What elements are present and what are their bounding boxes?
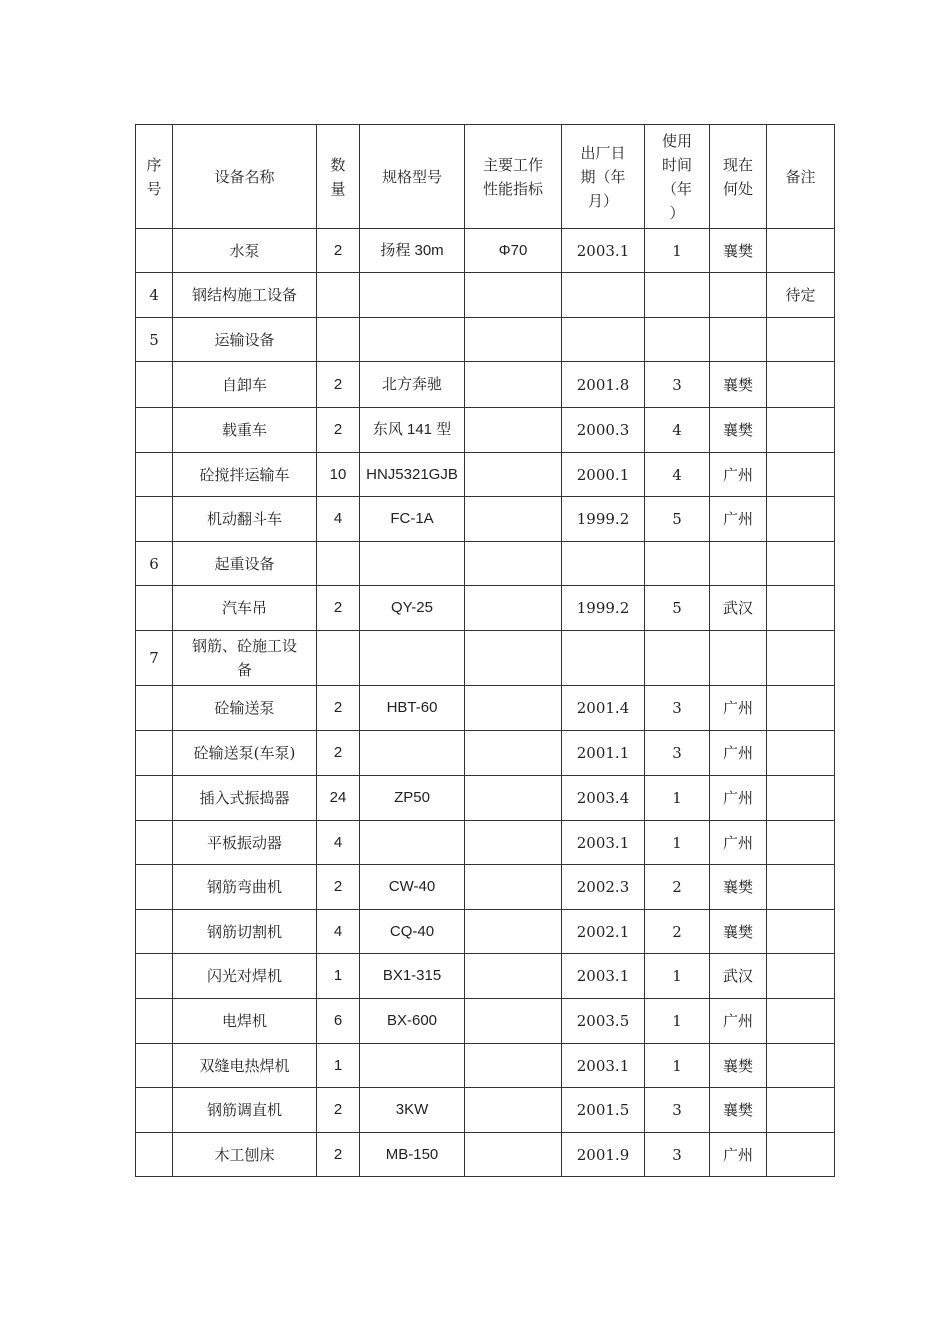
cell-model: 扬程 30m	[360, 229, 465, 273]
cell-date: 2001.9	[562, 1133, 645, 1177]
cell-seq	[136, 497, 173, 542]
cell-name: 钢筋切割机	[173, 910, 317, 954]
cell-date	[562, 318, 645, 362]
table-row	[136, 1044, 835, 1088]
cell-location	[710, 542, 767, 586]
cell-note	[767, 999, 835, 1044]
cell-perf	[465, 586, 562, 631]
cell-name: 闪光对焊机	[173, 954, 317, 999]
cell-name: 自卸车	[173, 362, 317, 408]
cell-name: 汽车吊	[173, 586, 317, 631]
cell-name: 机动翻斗车	[173, 497, 317, 542]
cell-name: 木工刨床	[173, 1133, 317, 1177]
cell-qty: 1	[317, 954, 360, 999]
cell-qty: 2	[317, 1088, 360, 1133]
cell-perf	[465, 821, 562, 865]
cell-location: 襄樊	[710, 229, 767, 273]
cell-perf	[465, 731, 562, 776]
cell-years: 1	[645, 999, 710, 1044]
cell-qty: 10	[317, 453, 360, 497]
cell-model	[360, 1044, 465, 1088]
cell-years: 2	[645, 865, 710, 910]
cell-qty	[317, 273, 360, 318]
cell-name: 双缝电热焊机	[173, 1044, 317, 1088]
header-model: 规格型号	[360, 125, 465, 229]
table-row	[136, 999, 835, 1044]
cell-seq: 4	[136, 273, 173, 318]
cell-model: CQ-40	[360, 910, 465, 954]
table-row	[136, 586, 835, 631]
cell-seq	[136, 910, 173, 954]
cell-model: HNJ5321GJB	[360, 453, 465, 497]
cell-qty	[317, 542, 360, 586]
cell-note	[767, 408, 835, 453]
cell-seq	[136, 453, 173, 497]
cell-note	[767, 954, 835, 999]
cell-seq	[136, 586, 173, 631]
cell-note	[767, 362, 835, 408]
cell-model: BX1-315	[360, 954, 465, 999]
table-row	[136, 408, 835, 453]
cell-seq	[136, 408, 173, 453]
cell-perf	[465, 1088, 562, 1133]
cell-years: 1	[645, 229, 710, 273]
cell-location	[710, 631, 767, 686]
cell-date: 2001.5	[562, 1088, 645, 1133]
header-name: 设备名称	[173, 125, 317, 229]
cell-model: 东风 141 型	[360, 408, 465, 453]
cell-years	[645, 318, 710, 362]
header-seq: 序 号	[136, 125, 173, 229]
cell-seq	[136, 1088, 173, 1133]
cell-location: 广州	[710, 1133, 767, 1177]
cell-date: 2002.1	[562, 910, 645, 954]
cell-location: 襄樊	[710, 408, 767, 453]
cell-date	[562, 542, 645, 586]
cell-note	[767, 686, 835, 731]
cell-location: 广州	[710, 686, 767, 731]
cell-location: 广州	[710, 453, 767, 497]
cell-seq	[136, 954, 173, 999]
cell-years: 4	[645, 453, 710, 497]
cell-perf	[465, 1044, 562, 1088]
cell-seq	[136, 1044, 173, 1088]
table-row	[136, 865, 835, 910]
cell-date: 2003.1	[562, 821, 645, 865]
cell-seq: 5	[136, 318, 173, 362]
cell-name: 平板振动器	[173, 821, 317, 865]
cell-qty: 2	[317, 865, 360, 910]
cell-name: 钢结构施工设备	[173, 273, 317, 318]
cell-perf	[465, 542, 562, 586]
cell-seq	[136, 686, 173, 731]
cell-location: 广州	[710, 821, 767, 865]
cell-years: 3	[645, 731, 710, 776]
cell-years	[645, 273, 710, 318]
cell-model	[360, 821, 465, 865]
cell-date: 2003.1	[562, 1044, 645, 1088]
cell-model: 北方奔驰	[360, 362, 465, 408]
cell-location: 广州	[710, 497, 767, 542]
cell-note	[767, 631, 835, 686]
table-row	[136, 1133, 835, 1177]
cell-date: 2000.1	[562, 453, 645, 497]
equipment-table	[135, 124, 835, 1177]
cell-perf	[465, 1133, 562, 1177]
cell-model	[360, 273, 465, 318]
cell-perf	[465, 686, 562, 731]
cell-seq	[136, 229, 173, 273]
cell-qty: 2	[317, 686, 360, 731]
cell-perf: Φ70	[465, 229, 562, 273]
cell-date: 2003.4	[562, 776, 645, 821]
cell-model	[360, 731, 465, 776]
header-perf: 主要工作 性能指标	[465, 125, 562, 229]
cell-qty: 6	[317, 999, 360, 1044]
header-note: 备注	[767, 125, 835, 229]
cell-qty	[317, 318, 360, 362]
cell-perf	[465, 999, 562, 1044]
cell-location: 广州	[710, 999, 767, 1044]
cell-years: 2	[645, 910, 710, 954]
cell-perf	[465, 273, 562, 318]
header-date: 出厂日 期（年 月）	[562, 125, 645, 229]
cell-location	[710, 273, 767, 318]
cell-location: 武汉	[710, 586, 767, 631]
cell-years: 3	[645, 686, 710, 731]
cell-date: 2001.1	[562, 731, 645, 776]
cell-location: 襄樊	[710, 910, 767, 954]
cell-note	[767, 1088, 835, 1133]
cell-seq	[136, 776, 173, 821]
cell-qty: 2	[317, 586, 360, 631]
header-qty: 数 量	[317, 125, 360, 229]
table-row	[136, 453, 835, 497]
cell-perf	[465, 408, 562, 453]
cell-date	[562, 631, 645, 686]
cell-note	[767, 1133, 835, 1177]
cell-model: QY-25	[360, 586, 465, 631]
cell-years: 4	[645, 408, 710, 453]
cell-model: MB-150	[360, 1133, 465, 1177]
cell-location: 武汉	[710, 954, 767, 999]
table-row	[136, 910, 835, 954]
cell-note	[767, 453, 835, 497]
table-row	[136, 731, 835, 776]
cell-location: 襄樊	[710, 865, 767, 910]
cell-years: 5	[645, 586, 710, 631]
cell-note	[767, 542, 835, 586]
cell-location	[710, 318, 767, 362]
cell-name: 起重设备	[173, 542, 317, 586]
cell-perf	[465, 865, 562, 910]
cell-date: 1999.2	[562, 497, 645, 542]
cell-note: 待定	[767, 273, 835, 318]
cell-name: 钢筋、砼施工设 备	[173, 631, 317, 686]
table-row	[136, 776, 835, 821]
cell-date: 1999.2	[562, 586, 645, 631]
cell-model: BX-600	[360, 999, 465, 1044]
cell-name: 钢筋调直机	[173, 1088, 317, 1133]
cell-date: 2002.3	[562, 865, 645, 910]
cell-note	[767, 1044, 835, 1088]
cell-qty: 24	[317, 776, 360, 821]
table-row	[136, 362, 835, 408]
cell-years: 1	[645, 954, 710, 999]
table-row	[136, 229, 835, 273]
header-years: 使用 时间 （年 ）	[645, 125, 710, 229]
table-row	[136, 954, 835, 999]
cell-name: 插入式振捣器	[173, 776, 317, 821]
cell-seq	[136, 731, 173, 776]
cell-date: 2003.1	[562, 229, 645, 273]
cell-qty: 1	[317, 1044, 360, 1088]
cell-location: 广州	[710, 731, 767, 776]
cell-model	[360, 631, 465, 686]
cell-perf	[465, 497, 562, 542]
cell-years	[645, 631, 710, 686]
cell-name: 钢筋弯曲机	[173, 865, 317, 910]
cell-qty: 2	[317, 1133, 360, 1177]
cell-date: 2003.1	[562, 954, 645, 999]
cell-model: FC-1A	[360, 497, 465, 542]
cell-years: 5	[645, 497, 710, 542]
cell-name: 电焊机	[173, 999, 317, 1044]
cell-qty	[317, 631, 360, 686]
cell-years: 3	[645, 1088, 710, 1133]
cell-seq	[136, 999, 173, 1044]
cell-note	[767, 821, 835, 865]
table-row	[136, 631, 835, 686]
cell-qty: 4	[317, 497, 360, 542]
cell-years	[645, 542, 710, 586]
cell-years: 3	[645, 1133, 710, 1177]
cell-seq	[136, 865, 173, 910]
table-row	[136, 318, 835, 362]
cell-years: 1	[645, 776, 710, 821]
table-row	[136, 1088, 835, 1133]
table-row	[136, 821, 835, 865]
cell-location: 襄樊	[710, 1044, 767, 1088]
table-row	[136, 497, 835, 542]
cell-location: 广州	[710, 776, 767, 821]
cell-name: 运输设备	[173, 318, 317, 362]
cell-note	[767, 776, 835, 821]
cell-location: 襄樊	[710, 1088, 767, 1133]
cell-location: 襄樊	[710, 362, 767, 408]
cell-perf	[465, 910, 562, 954]
cell-perf	[465, 631, 562, 686]
cell-note	[767, 229, 835, 273]
cell-perf	[465, 318, 562, 362]
table-row	[136, 542, 835, 586]
cell-note	[767, 910, 835, 954]
cell-note	[767, 586, 835, 631]
cell-name: 载重车	[173, 408, 317, 453]
cell-seq	[136, 362, 173, 408]
cell-qty: 2	[317, 408, 360, 453]
header-location: 现在 何处	[710, 125, 767, 229]
cell-name: 砼输送泵	[173, 686, 317, 731]
cell-date	[562, 273, 645, 318]
table-row	[136, 273, 835, 318]
cell-perf	[465, 453, 562, 497]
cell-seq	[136, 821, 173, 865]
cell-seq	[136, 1133, 173, 1177]
table-row	[136, 686, 835, 731]
cell-date: 2000.3	[562, 408, 645, 453]
cell-qty: 4	[317, 821, 360, 865]
cell-date: 2003.5	[562, 999, 645, 1044]
cell-note	[767, 731, 835, 776]
cell-qty: 4	[317, 910, 360, 954]
cell-date: 2001.8	[562, 362, 645, 408]
cell-note	[767, 318, 835, 362]
cell-name: 水泵	[173, 229, 317, 273]
cell-qty: 2	[317, 229, 360, 273]
header-row	[136, 125, 835, 229]
cell-name: 砼搅拌运输车	[173, 453, 317, 497]
cell-perf	[465, 954, 562, 999]
cell-note	[767, 865, 835, 910]
cell-model	[360, 318, 465, 362]
cell-model: ZP50	[360, 776, 465, 821]
cell-qty: 2	[317, 731, 360, 776]
cell-perf	[465, 362, 562, 408]
cell-date: 2001.4	[562, 686, 645, 731]
cell-model: CW-40	[360, 865, 465, 910]
cell-years: 3	[645, 362, 710, 408]
cell-name: 砼输送泵(车泵)	[173, 731, 317, 776]
cell-qty: 2	[317, 362, 360, 408]
cell-seq: 7	[136, 631, 173, 686]
cell-years: 1	[645, 1044, 710, 1088]
cell-model	[360, 542, 465, 586]
cell-years: 1	[645, 821, 710, 865]
cell-note	[767, 497, 835, 542]
cell-seq: 6	[136, 542, 173, 586]
cell-model: HBT-60	[360, 686, 465, 731]
cell-model: 3KW	[360, 1088, 465, 1133]
cell-perf	[465, 776, 562, 821]
